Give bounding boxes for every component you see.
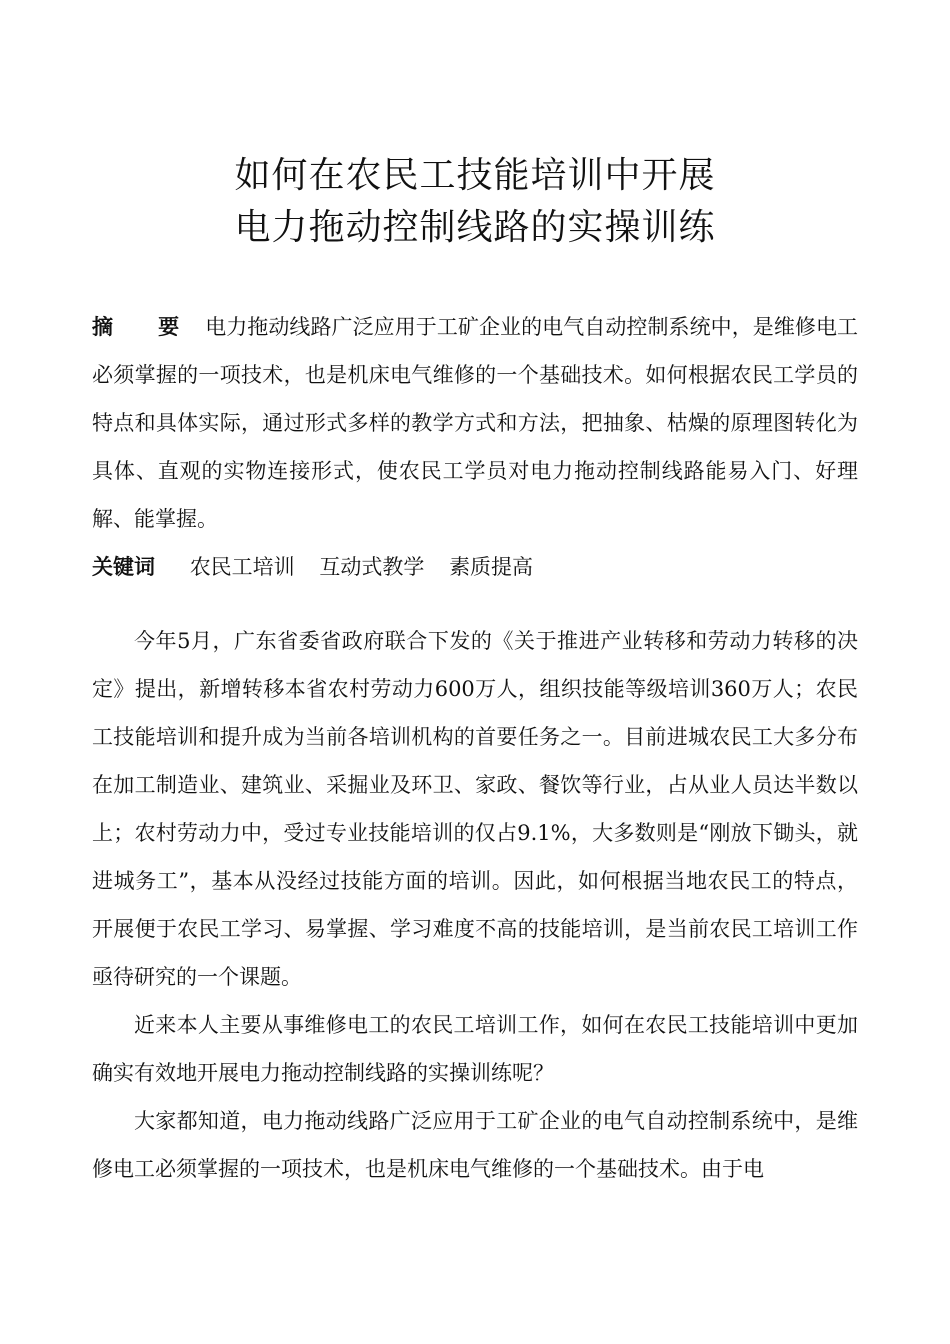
keywords-label: 关键词 bbox=[92, 555, 155, 579]
document-title bbox=[0, 150, 950, 254]
keyword-item: 互动式教学 bbox=[319, 555, 425, 579]
keyword-item: 素质提高 bbox=[449, 555, 534, 579]
body-paragraph-2: 近来本人主要从事维修电工的农民工培训工作，如何在农民工技能培训中更加确实有效地开展电力拖动控制线路的实操训练呢？ bbox=[92, 1013, 858, 1085]
keywords-section bbox=[92, 543, 858, 593]
abstract-section bbox=[92, 303, 858, 543]
abstract-label: 摘 要 bbox=[92, 315, 192, 339]
document-content bbox=[92, 303, 858, 1193]
abstract-text: 电力拖动线路广泛应用于工矿企业的电气自动控制系统中，是维修电工必须掌握的一项技术，也是机床电气维修的一个基础技术。如何根据农民工学员的特点和具体实际，通过形式多样的教学方式和方法，把抽象、枯燥的原理图转化为具体、直观的实物连接形式，使农民工学员对电力拖动控制线路能易入门、好理解、能掌握。 bbox=[92, 315, 859, 531]
title-line-1: 如何在农民工技能培训中开展 bbox=[234, 155, 716, 196]
body-paragraph-3: 大家都知道，电力拖动线路广泛应用于工矿企业的电气自动控制系统中，是维修电工必须掌握的一项技术，也是机床电气维修的一个基础技术。由于电 bbox=[92, 1109, 858, 1181]
keyword-item: 农民工培训 bbox=[189, 555, 295, 579]
section-gap bbox=[92, 593, 858, 617]
title-line-2: 电力拖动控制线路的实操训练 bbox=[234, 207, 716, 248]
body-paragraph-1: 今年5月，广东省委省政府联合下发的《关于推进产业转移和劳动力转移的决定》提出，新增转移本省农村劳动力600万人，组织技能等级培训360万人；农民工技能培训和提升成为当前各培训机构的首要任务之一。目前进城农民工大多分布在加工制造业、建筑业、采掘业及环卫、家政、餐饮等行业，占从业人员达半数以上；农村劳动力中，受过专业技能培训的仅占9.1%，大多数则是“刚放下锄头，就进城务工”，基本从没经过技能方面的培训。因此，如何根据当地农民工的特点，开展便于农民工学习、易掌握、学习难度不高的技能培训，是当前农民工培训工作亟待研究的一个课题。 bbox=[92, 629, 858, 989]
